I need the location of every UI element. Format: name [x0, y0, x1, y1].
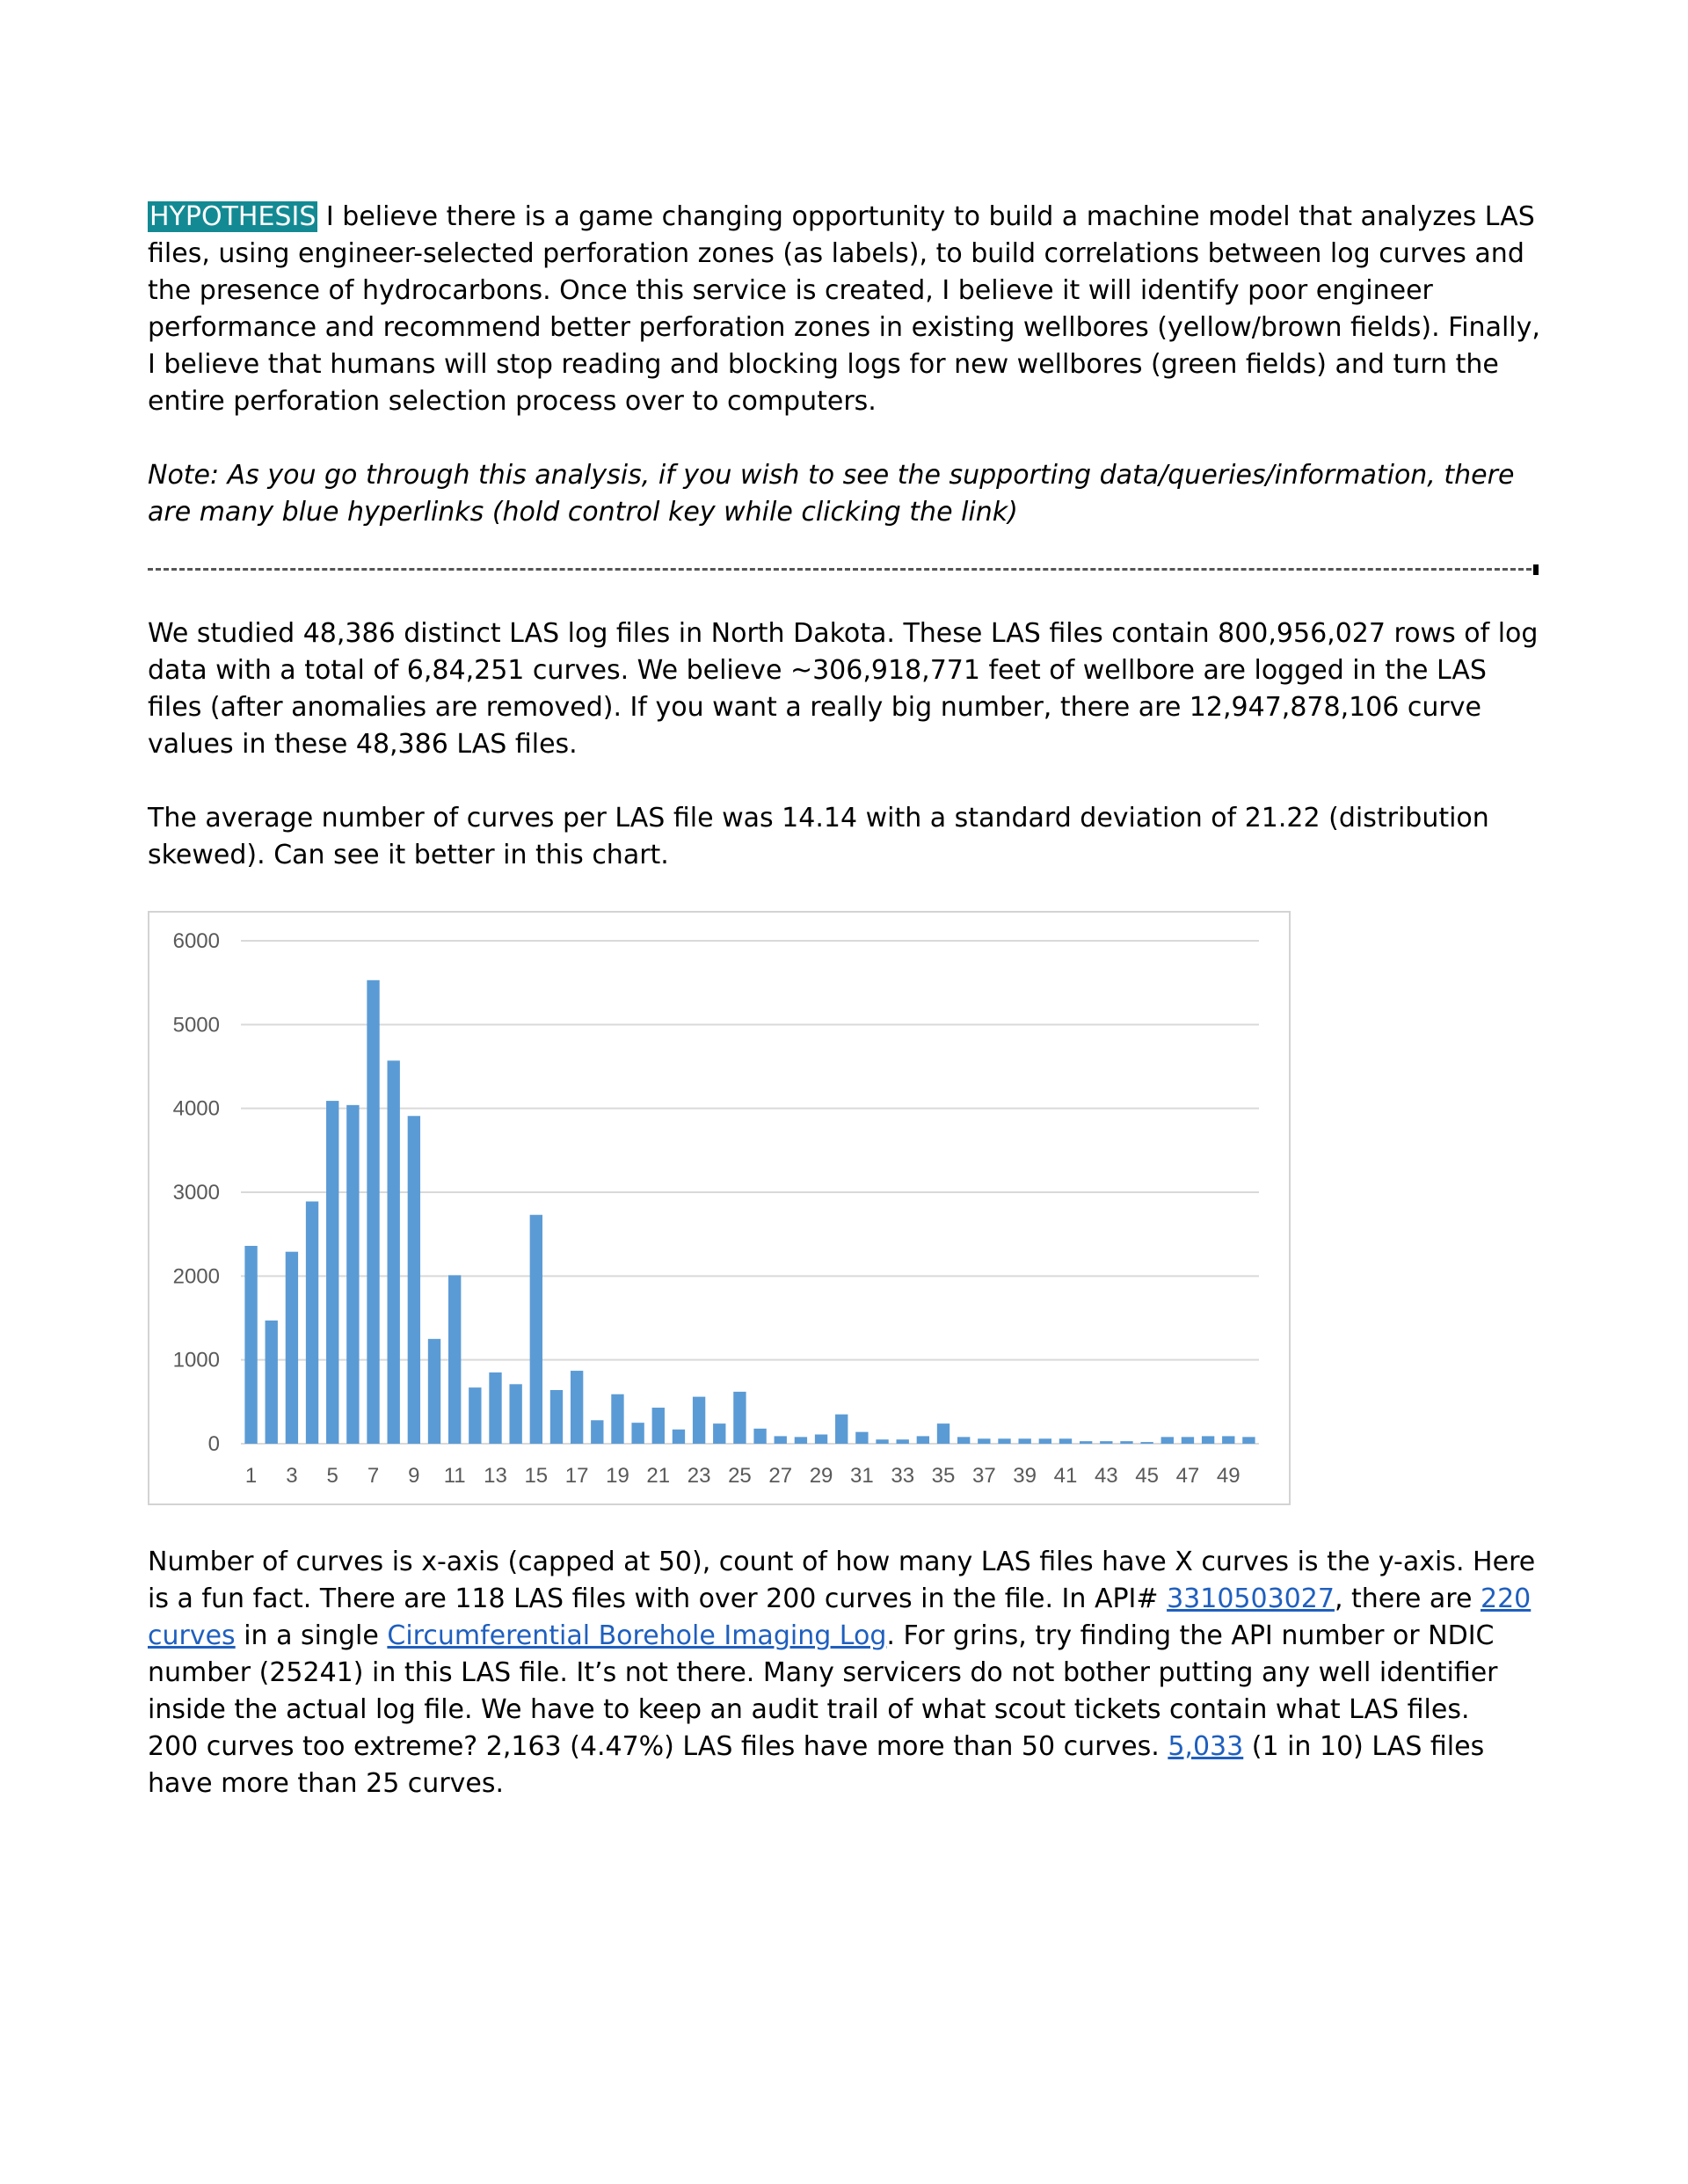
- extreme-text-2: (1 in 10) LAS files have more than 25 curves.: [148, 1731, 1485, 1799]
- fact-text-3: in a single: [235, 1620, 388, 1651]
- x-tick-label: 17: [564, 1464, 589, 1488]
- bar-36: [957, 1437, 970, 1444]
- bar-37: [978, 1438, 990, 1444]
- bar-21: [652, 1408, 665, 1444]
- x-tick-label: 7: [367, 1464, 380, 1488]
- x-tick-label: 21: [646, 1464, 671, 1488]
- bar-30: [835, 1415, 848, 1444]
- curves-histogram-chart: [148, 911, 1291, 1505]
- bar-14: [509, 1384, 521, 1444]
- bar-20: [631, 1423, 644, 1444]
- bar-15: [530, 1215, 542, 1444]
- bar-12: [469, 1387, 481, 1444]
- y-tick-label: 0: [207, 1432, 220, 1456]
- bar-34: [917, 1436, 929, 1444]
- extreme-text-1: 200 curves too extreme? 2,163 (4.47%) LAS files have more than 50 curves.: [148, 1731, 1168, 1762]
- bar-23: [693, 1397, 705, 1444]
- bar-35: [937, 1423, 950, 1444]
- y-tick-label: 3000: [172, 1181, 220, 1205]
- average-paragraph: The average number of curves per LAS file was 14.14 with a standard deviation of 21.22 (distribution skewed). Can see it better in this chart.: [148, 803, 1489, 870]
- x-tick-label: 41: [1053, 1464, 1078, 1488]
- hypothesis-text: I believe there is a game changing opportunity to build a machine model that analyzes LAS files, using engineer-selected perforation zones (as labels), to build correlations between log curves and the presence of hydrocarbons. Once this service is created, I believe it will identify poor engineer performance and recommend better perforation zones in existing wellbores (yellow/brown fields). Finally, I believe that humans will stop reading and blocking logs for new wellbores (green fields) and turn the entire perforation selection process over to computers.: [148, 201, 1540, 417]
- x-tick-label: 19: [606, 1464, 629, 1488]
- fact-text-2: , there are: [1334, 1583, 1481, 1614]
- bar-13: [489, 1372, 501, 1444]
- study-paragraph: We studied 48,386 distinct LAS log files in North Dakota. These LAS files contain 800,956,027 rows of log data with a total of 6,84,251 curves. We believe ~306,918,771 feet of wellbore are logged in the LAS files (after anomalies are removed). If you want a really big number, there are 12,947,878,106 curve values in these 48,386 LAS files.: [148, 618, 1539, 760]
- extreme-paragraph: [148, 1729, 1540, 1802]
- fact-text-1: Number of curves is x-axis (capped at 50), count of how many LAS files have X curves is the y-axis. Here is a fun fact. There are 118 LAS files with over 200 curves in the file. In API#: [148, 1547, 1536, 1614]
- bar-41: [1059, 1438, 1072, 1444]
- y-tick-label: 1000: [172, 1348, 220, 1372]
- bar-46: [1161, 1437, 1174, 1444]
- x-tick-label: 1: [244, 1464, 258, 1488]
- bar-3: [286, 1252, 298, 1444]
- bar-5: [326, 1101, 338, 1444]
- bar-6: [346, 1105, 359, 1444]
- note-paragraph: Note: As you go through this analysis, if you wish to see the supporting data/queries/information, there are many blue hyperlinks (hold control key while clicking the link): [148, 460, 1515, 528]
- bar-17: [571, 1371, 583, 1444]
- bar-25: [733, 1392, 746, 1444]
- bar-32: [876, 1439, 888, 1444]
- imaging-log-link[interactable]: Circumferential Borehole Imaging Log: [387, 1620, 887, 1651]
- x-tick-label: 23: [687, 1464, 711, 1488]
- x-tick-label: 15: [524, 1464, 549, 1488]
- x-tick-label: 25: [728, 1464, 752, 1488]
- curves-count-link[interactable]: 220 curves: [148, 1583, 1532, 1651]
- hypothesis-highlight: HYPOTHESIS: [149, 201, 316, 232]
- bar-16: [550, 1390, 563, 1444]
- bar-22: [673, 1430, 685, 1444]
- x-tick-label: 37: [971, 1464, 996, 1488]
- bar-44: [1120, 1441, 1132, 1444]
- bar-47: [1182, 1437, 1194, 1444]
- bar-29: [815, 1435, 827, 1444]
- x-tick-label: 3: [286, 1464, 298, 1488]
- x-tick-label: 35: [931, 1464, 956, 1488]
- x-tick-label: 39: [1013, 1464, 1037, 1488]
- x-tick-label: 47: [1175, 1464, 1200, 1488]
- x-tick-label: 27: [768, 1464, 793, 1488]
- bar-10: [428, 1339, 440, 1444]
- x-tick-label: 33: [891, 1464, 915, 1488]
- bar-8: [388, 1060, 400, 1444]
- bar-26: [753, 1429, 766, 1444]
- dashed-divider: [148, 568, 1532, 571]
- fact-paragraph: [148, 1544, 1540, 1729]
- y-tick-label: 6000: [172, 929, 220, 953]
- x-tick-label: 45: [1135, 1464, 1159, 1488]
- bar-39: [1018, 1438, 1030, 1444]
- bar-43: [1100, 1441, 1112, 1444]
- divider-end-mark: [1533, 564, 1539, 575]
- hypothesis-paragraph: [148, 199, 1540, 420]
- bar-19: [611, 1394, 623, 1444]
- x-tick-label: 9: [408, 1464, 420, 1488]
- bar-24: [713, 1423, 725, 1444]
- x-tick-label: 49: [1216, 1464, 1241, 1488]
- x-tick-label: 31: [850, 1464, 874, 1488]
- bar-9: [408, 1116, 420, 1444]
- x-tick-label: 11: [443, 1464, 466, 1488]
- bar-49: [1222, 1436, 1234, 1444]
- bar-31: [855, 1432, 868, 1444]
- fact-text-4: . For grins, try finding the API number or NDIC number (25241) in this LAS file. It’s not there. Many servicers do not bother putting any well identifier inside the actual log file. We have to keep an audit trail of what scout tickets contain what LAS files.: [148, 1620, 1498, 1725]
- bar-40: [1039, 1438, 1051, 1444]
- bar-38: [998, 1438, 1010, 1444]
- x-tick-label: 43: [1094, 1464, 1118, 1488]
- bar-33: [897, 1439, 909, 1444]
- api-number-link[interactable]: 3310503027: [1167, 1583, 1335, 1614]
- bar-1: [244, 1246, 257, 1444]
- y-tick-label: 2000: [172, 1264, 220, 1289]
- x-tick-label: 29: [809, 1464, 833, 1488]
- bar-50: [1242, 1437, 1255, 1444]
- bar-42: [1080, 1441, 1092, 1444]
- bar-2: [266, 1321, 278, 1444]
- x-tick-label: 13: [484, 1464, 507, 1488]
- bar-28: [795, 1437, 807, 1444]
- y-tick-label: 4000: [172, 1096, 220, 1121]
- bar-11: [448, 1275, 461, 1444]
- bar-48: [1202, 1436, 1214, 1444]
- bar-18: [591, 1420, 603, 1444]
- y-tick-label: 5000: [172, 1013, 220, 1037]
- files-count-link[interactable]: 5,033: [1168, 1731, 1244, 1762]
- bar-27: [775, 1436, 787, 1444]
- bar-4: [306, 1201, 318, 1444]
- x-tick-label: 5: [326, 1464, 338, 1488]
- bar-45: [1140, 1442, 1153, 1444]
- chart-svg: [149, 913, 1289, 1503]
- bar-7: [367, 980, 379, 1444]
